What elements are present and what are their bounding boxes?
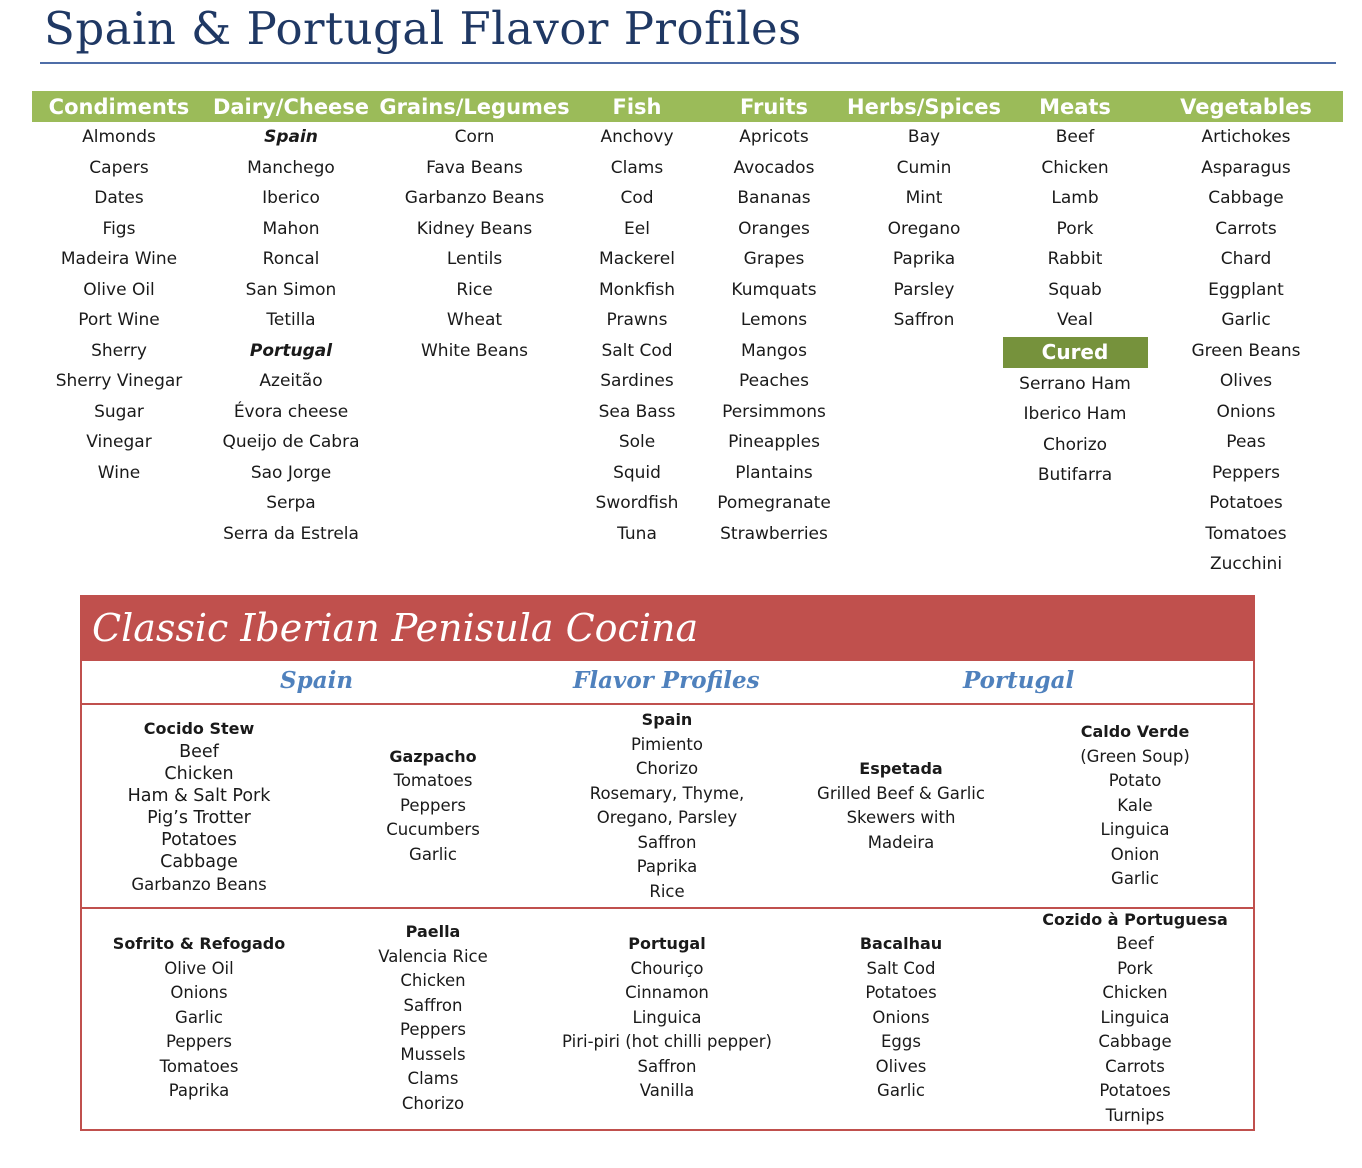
column-fruits [701,122,847,580]
list-item: Iberico Ham [1023,404,1127,424]
list-item: Prawns [606,310,668,330]
subheader-spain: Spain [280,667,354,694]
list-item: Sole [618,432,656,452]
ingredient: Madeira [867,832,935,852]
ingredient: Linguica [632,1007,702,1027]
list-item: Lemons [740,310,808,330]
column-header-condiments: Condiments [48,95,190,119]
ingredient: Pig’s Trotter [147,808,251,829]
classic-row-1 [82,705,1253,909]
ingredient: Olive Oil [164,958,234,978]
dish-name: Cozido à Portuguesa [1042,909,1228,929]
list-item: Anchovy [600,127,674,147]
classic-cocina-section [80,595,1255,1131]
column-fish [573,122,701,580]
column-meats [1001,122,1149,580]
column-vegetables [1149,122,1343,580]
list-item: Squab [1048,279,1102,300]
list-item: Olives [1219,371,1273,391]
list-item: Monkfish [598,279,676,300]
list-item: Butifarra [1037,465,1113,485]
flavor-profile-columns [32,122,1343,580]
list-item: Garbanzo Beans [404,188,545,208]
list-item: Squid [613,462,661,483]
list-item: Manchego [247,157,335,178]
list-item: Swordfish [595,493,679,513]
list-item: Serpa [266,493,316,513]
list-item: Peppers [1212,462,1280,483]
ingredient: Vanilla [639,1081,695,1101]
list-item: Roncal [262,249,320,269]
ingredient: Linguica [1100,820,1170,840]
list-item: Chorizo [1042,434,1108,455]
list-item: Serra da Estrela [223,523,359,544]
ingredient: Chicken [1102,983,1168,1003]
ingredient: Mussels [400,1044,466,1064]
dish-sofrito-refogado [82,909,316,1127]
column-header-dairy-cheese: Dairy/Cheese [212,95,370,119]
list-item: Kidney Beans [416,218,533,239]
classic-subheader [82,661,1253,705]
list-item: Lamb [1051,188,1099,208]
list-item: Mackerel [599,249,675,269]
column-herbs-spices [847,122,1001,580]
list-item: Artichokes [1201,127,1291,147]
ingredient: Eggs [881,1032,921,1052]
ingredient: Clams [407,1069,459,1088]
dish-name: Sofrito & Refogado [112,934,286,954]
list-item: Peas [1226,432,1266,452]
list-item: Saffron [893,310,955,330]
list-item: Peaches [739,371,809,391]
dish-paella [316,909,550,1127]
list-item: Iberico [262,188,320,208]
column-header-grains-legumes: Grains/Legumes [379,95,570,119]
list-item: Vinegar [86,432,152,452]
list-item: Fava Beans [426,157,523,178]
dish-name: Caldo Verde [1080,722,1190,742]
list-item: Apricots [739,127,809,147]
ingredient: Saffron [637,1056,697,1076]
ingredient: Oregano, Parsley [596,808,738,827]
ingredient: Beef [1116,934,1154,954]
list-item: Cod [620,188,654,208]
list-item: Rabbit [1047,249,1103,269]
list-item: Cumin [896,157,952,178]
list-item: Grapes [743,249,805,269]
dish-name: Gazpacho [389,746,477,766]
list-item: Veal [1057,310,1093,330]
ingredient: Peppers [400,1020,466,1039]
list-item: Asparagus [1201,157,1291,178]
list-item: Port Wine [78,310,160,330]
ingredient: Paprika [168,1081,230,1101]
dish-cocido-stew [82,705,316,907]
ingredient: Kale [1117,795,1153,815]
list-item: Kumquats [731,279,817,300]
list-item: Clams [610,157,664,178]
column-header-vegetables: Vegetables [1180,95,1312,119]
ingredient: Tomatoes [393,771,473,791]
column-header-fish: Fish [612,95,662,119]
dish-name: Portugal [628,934,706,954]
list-item: Salt Cod [601,340,673,361]
list-item: Sherry Vinegar [55,371,183,391]
spain-flavor-profile [550,705,784,907]
list-item: Eggplant [1208,279,1284,300]
ingredient: Chorizo [401,1093,465,1113]
dish-name: Paella [405,922,461,941]
list-item: San Simon [245,279,337,300]
ingredient: Pimiento [630,734,703,754]
ingredient: Turnips [1105,1105,1165,1125]
dish-gazpacho [316,705,550,907]
ingredient: Beef [179,742,219,763]
list-item: Plantains [735,462,813,483]
ingredient: Onions [872,1007,930,1027]
ingredient: Peppers [400,795,466,815]
list-item: Mangos [741,340,807,361]
list-item: Sea Bass [598,401,676,422]
ingredient: (Green Soup) [1080,746,1190,766]
column-dairy-cheese [206,122,376,580]
ingredient: Rosemary, Thyme, [589,783,745,803]
classic-row-2 [82,909,1253,1127]
flavor-profile-header [32,91,1343,122]
ingredient: Valencia Rice [378,946,488,966]
list-item: Wheat [446,310,503,330]
list-item: Sugar [94,401,144,422]
list-item: Rice [456,279,493,300]
list-item: Figs [102,218,136,239]
column-condiments [32,122,206,580]
dish-bacalhau [784,909,1018,1127]
list-item: Pork [1056,218,1094,239]
list-item: Pomegranate [717,493,831,513]
list-item: Garlic [1221,310,1271,330]
ingredient: Chicken [400,971,466,990]
list-item: Cabbage [1208,188,1284,208]
ingredient: Saffron [403,995,463,1015]
list-item: White Beans [420,340,528,361]
ingredient: Potatoes [1099,1081,1171,1101]
column-header-meats: Meats [1039,95,1111,119]
list-item: Carrots [1215,218,1277,239]
ingredient: Chicken [164,764,234,785]
list-item: Azeitão [259,371,323,391]
ingredient: Pork [1117,958,1153,978]
ingredient: Potato [1108,771,1162,791]
list-item: Tomatoes [1205,523,1287,544]
ingredient: Paprika [636,857,698,876]
ingredient: Piri-piri (hot chilli pepper) [562,1032,772,1052]
ingredient: Carrots [1105,1056,1165,1076]
origin-subheader: Spain [264,127,318,147]
list-item: Avocados [733,157,815,178]
ingredient: Garlic [877,1081,925,1101]
column-header-herbs-spices: Herbs/Spices [847,95,1001,119]
list-item: Sao Jorge [250,462,332,483]
subheader-portugal: Portugal [963,667,1075,694]
ingredient: Cabbage [1098,1032,1172,1052]
list-item: Chard [1220,249,1272,269]
ingredient: Garlic [409,844,457,864]
list-item: Bananas [737,188,811,208]
list-item: Pineapples [728,432,820,452]
ingredient: Potatoes [161,830,237,851]
dish-name: Cocido Stew [143,718,255,738]
origin-subheader: Portugal [249,340,333,361]
list-item: Queijo de Cabra [222,432,360,452]
list-item: Potatoes [1209,493,1283,513]
title-divider [40,62,1336,64]
dish-espetada [784,705,1018,907]
list-item: Madeira Wine [60,249,178,269]
ingredient: Cucumbers [386,820,480,840]
list-item: Oregano [887,218,961,239]
list-item: Wine [97,462,141,483]
ingredient: Olives [875,1056,927,1076]
dish-caldo-verde [1018,705,1252,907]
list-item: Sherry [91,340,147,361]
ingredient: Ham & Salt Pork [127,786,271,807]
page-title: Spain & Portugal Flavor Profiles [44,2,802,55]
ingredient: Peppers [166,1032,232,1052]
list-item: Zucchini [1209,554,1283,574]
list-item: Tetilla [266,310,316,330]
list-item: Mint [905,188,943,208]
ingredient: Salt Cod [866,958,936,978]
list-item: Almonds [82,127,156,147]
list-item: Serrano Ham [1019,373,1131,394]
ingredient: Garbanzo Beans [131,875,267,895]
ingredient: Skewers with [846,808,956,827]
list-item: Onions [1216,401,1276,422]
portugal-flavor-profile [550,909,784,1127]
list-item: Parsley [893,279,955,300]
subheader-flavor-profiles: Flavor Profiles [573,667,760,694]
list-item: Eel [624,218,650,239]
ingredient: Linguica [1100,1007,1170,1027]
list-item: Lentils [446,249,503,269]
list-item: Capers [89,157,149,178]
list-item: Strawberries [720,523,828,544]
list-item: Chicken [1041,157,1109,178]
ingredient: Grilled Beef & Garlic [817,783,985,803]
ingredient: Cinnamon [625,983,709,1003]
ingredient: Tomatoes [159,1056,239,1076]
ingredient: Onion [1110,844,1160,864]
list-item: Sardines [600,371,674,391]
ingredient: Garlic [1111,869,1159,889]
list-item: Persimmons [722,401,826,422]
list-item: Beef [1055,127,1095,147]
list-item: Paprika [892,249,956,269]
list-item: Mahon [262,218,320,239]
ingredient: Chorizo [635,759,699,778]
column-header-fruits: Fruits [739,95,809,119]
list-item: Tuna [617,523,657,544]
list-item: Oranges [738,218,810,239]
list-item: Corn [454,127,495,147]
dish-cozido-portuguesa [1018,909,1252,1127]
classic-cocina-title: Classic Iberian Penisula Cocina [82,597,1253,661]
ingredient: Saffron [637,832,697,852]
dish-name: Espetada [859,759,943,778]
ingredient: Cabbage [160,852,238,873]
list-item: Bay [907,127,941,147]
ingredient: Onions [170,983,228,1003]
dish-name: Bacalhau [859,934,943,954]
list-item: Olive Oil [83,279,155,300]
dish-name: Spain [641,710,693,729]
list-item: Dates [94,188,144,208]
column-grains-legumes [376,122,573,580]
ingredient: Garlic [175,1007,223,1027]
list-item: Green Beans [1191,340,1301,361]
list-item: Évora cheese [233,401,349,422]
ingredient: Rice [649,881,685,901]
cured-subheader: Cured [1003,337,1148,368]
ingredient: Potatoes [865,983,937,1003]
ingredient: Chouriço [630,958,704,978]
